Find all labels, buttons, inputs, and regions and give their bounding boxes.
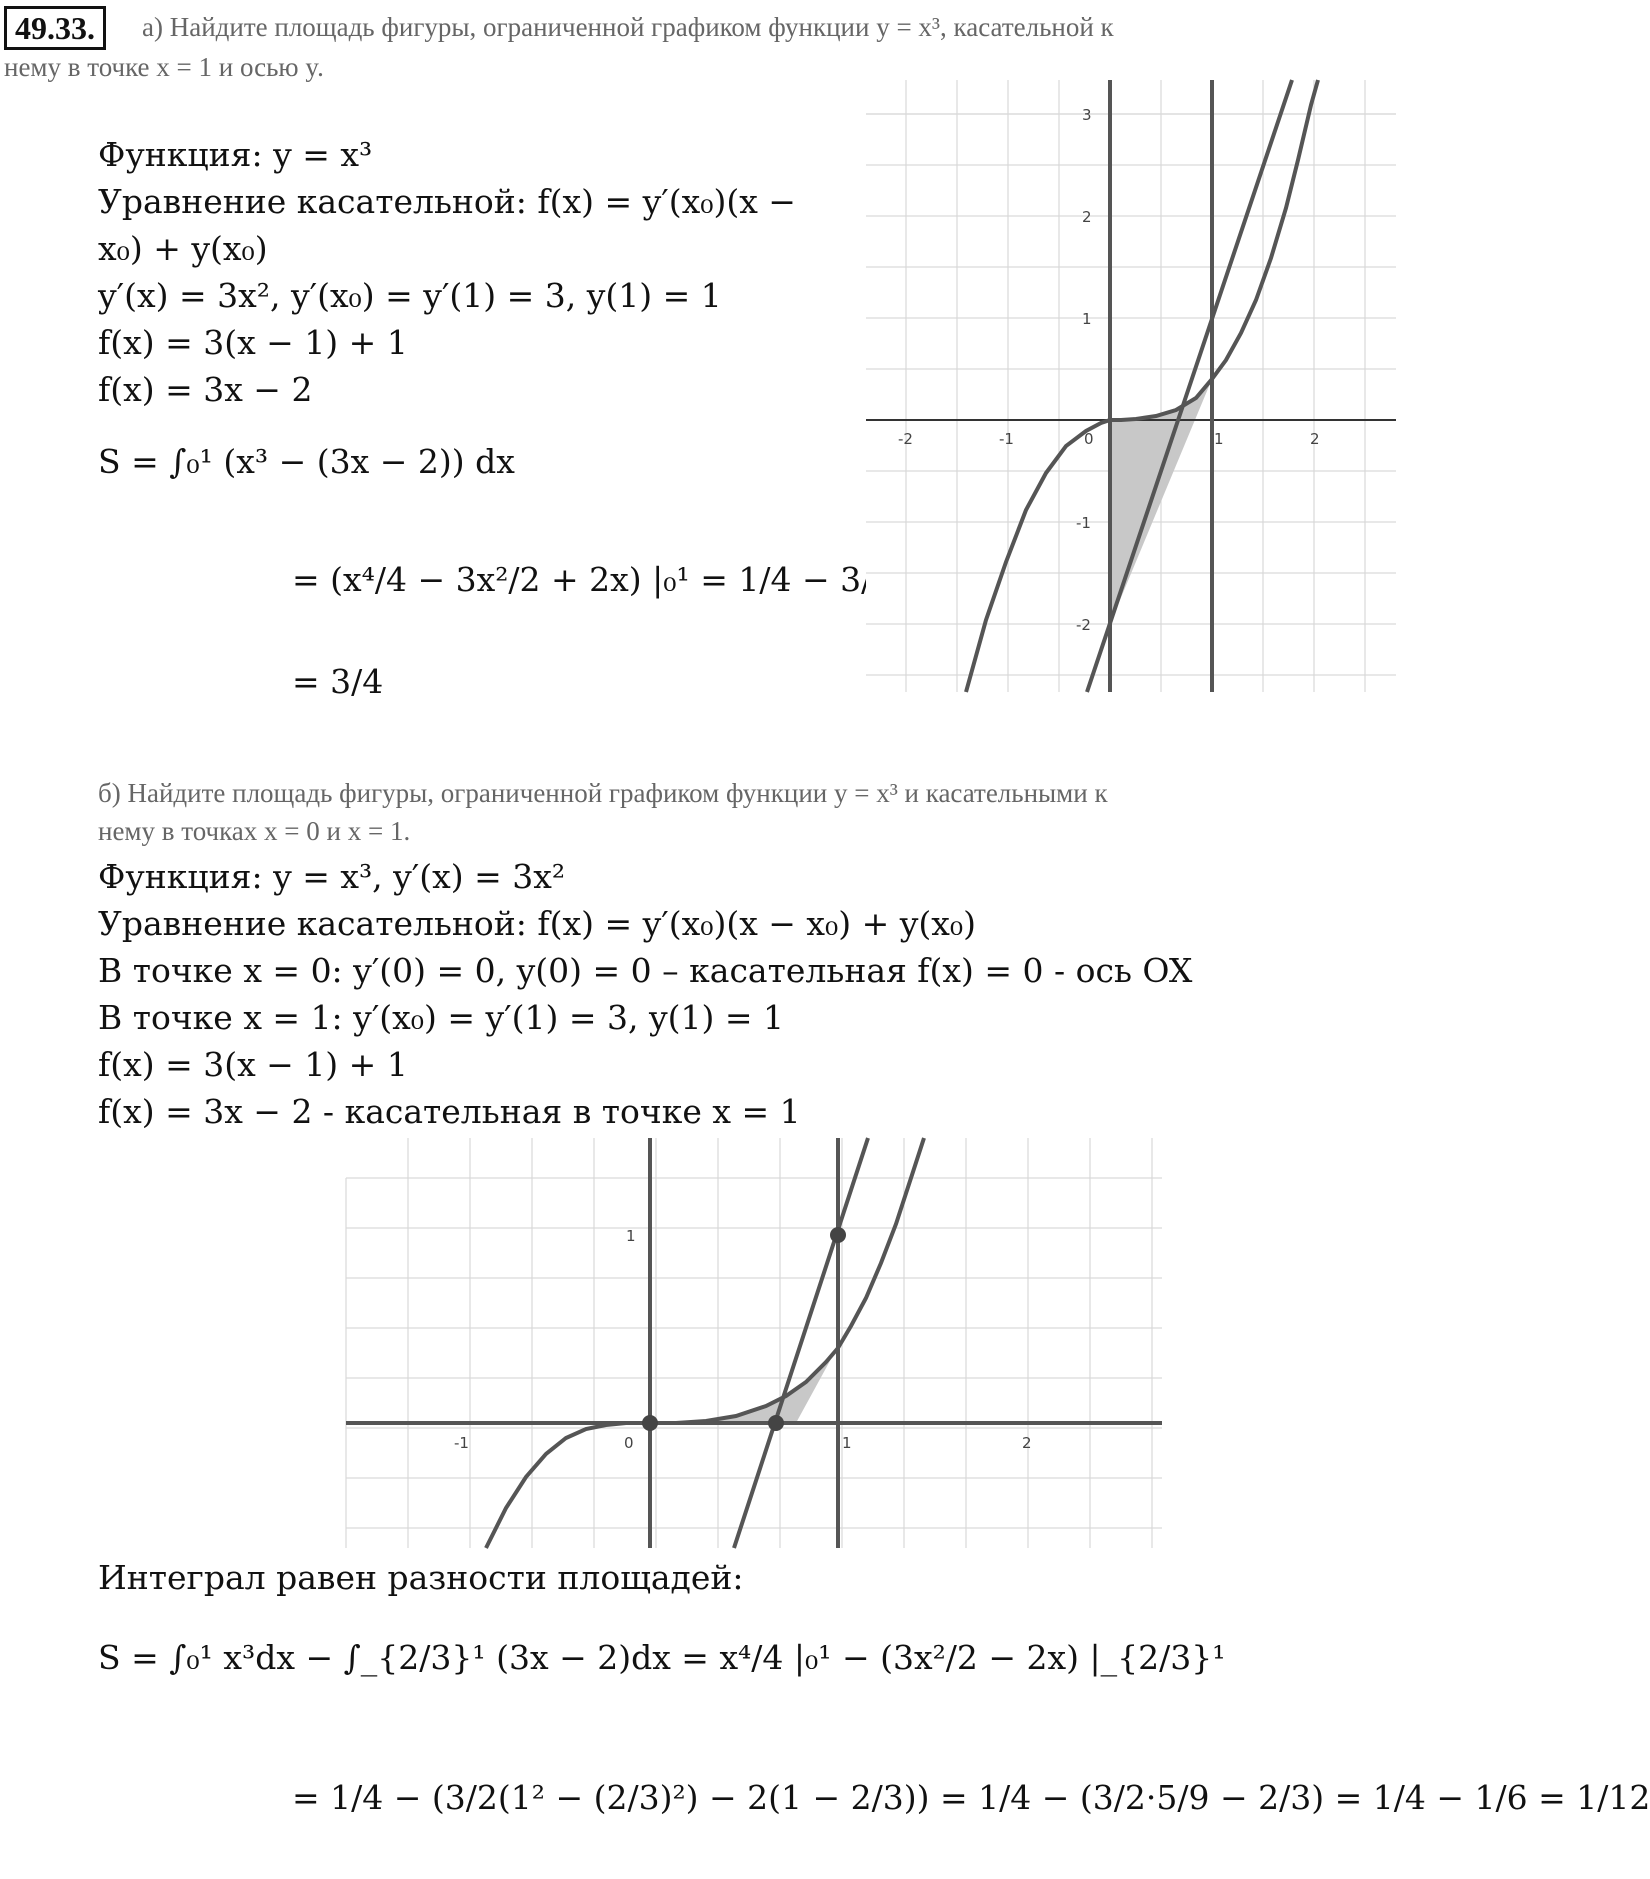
graph-b-xtick-2: 2 xyxy=(1022,1434,1032,1452)
graph-a-tangent-line xyxy=(1087,80,1292,692)
part-a-line-2: Уравнение касательной: f(x) = y′(x₀)(x − xyxy=(98,182,796,221)
part-b-line-1: Функция: y = x³, y′(x) = 3x² xyxy=(98,857,566,896)
part-b-line-3: В точке x = 0: y′(0) = 0, y(0) = 0 – касательная f(x) = 0 - ось OX xyxy=(98,951,1193,990)
graph-part-b xyxy=(346,1138,1162,1548)
part-a-line-4: y′(x) = 3x², y′(x₀) = y′(1) = 3, y(1) = 1 xyxy=(98,276,722,315)
part-b-line-4: В точке x = 1: y′(x₀) = y′(1) = 3, y(1) = 1 xyxy=(98,998,785,1037)
graph-b-point-origin xyxy=(642,1415,658,1431)
graph-b-xtick-neg1: -1 xyxy=(454,1434,469,1452)
part-a-statement-line-1: а) Найдите площадь фигуры, ограниченной графиком функции y = x³, касательной к xyxy=(142,12,1114,42)
part-b-statement-line-1: б) Найдите площадь фигуры, ограниченной графиком функции y = x³ и касательными к xyxy=(98,778,1108,808)
graph-a-ytick-2: 2 xyxy=(1082,208,1092,226)
graph-a-xtick-neg2: -2 xyxy=(898,430,913,448)
graph-a-xtick-2: 2 xyxy=(1310,430,1320,448)
part-b-integral-caption: Интеграл равен разности площадей: xyxy=(98,1558,744,1597)
part-a-line-3: x₀) + y(x₀) xyxy=(98,229,268,268)
graph-b-xtick-0: 0 xyxy=(624,1434,634,1452)
graph-a-ytick-3: 3 xyxy=(1082,106,1092,124)
graph-a-ytick-neg2: -2 xyxy=(1076,616,1091,634)
part-b-line-6: f(x) = 3x − 2 - касательная в точке x = 1 xyxy=(98,1092,801,1131)
part-a-antiderivative: = (x⁴/4 − 3x²/2 + 2x) |₀¹ = 1/4 − 3/2 + 2 xyxy=(292,560,963,599)
graph-a-ytick-neg1: -1 xyxy=(1076,514,1091,532)
part-a-statement-line-2: нему в точке x = 1 и осью y. xyxy=(4,52,324,82)
part-b-formula-1: S = ∫₀¹ x³dx − ∫_{2/3}¹ (3x − 2)dx = x⁴/4 |₀¹ − (3x²/2 − 2x) |_{2/3}¹ xyxy=(98,1638,1226,1677)
graph-b-point-one-one xyxy=(830,1227,846,1243)
graph-b-tangent-line xyxy=(734,1138,868,1548)
graph-a-xtick-1: 1 xyxy=(1214,430,1224,448)
part-b-statement-line-2: нему в точках x = 0 и x = 1. xyxy=(98,816,411,846)
part-b-formula-2: = 1/4 − (3/2(1² − (2/3)²) − 2(1 − 2/3)) = 1/4 − (3/2·5/9 − 2/3) = 1/4 − 1/6 = 1/12 xyxy=(292,1778,1650,1817)
graph-a-cubic-curve xyxy=(966,80,1318,692)
graph-a-ytick-1: 1 xyxy=(1082,310,1092,328)
graph-a-xtick-neg1: -1 xyxy=(999,430,1014,448)
graph-a-xtick-0: 0 xyxy=(1084,430,1094,448)
part-a-integral: S = ∫₀¹ (x³ − (3x − 2)) dx xyxy=(98,442,515,481)
part-b-line-2: Уравнение касательной: f(x) = y′(x₀)(x − x₀) + y(x₀) xyxy=(98,904,977,943)
graph-b-ytick-1: 1 xyxy=(626,1227,636,1245)
part-b-line-5: f(x) = 3(x − 1) + 1 xyxy=(98,1045,408,1084)
graph-b-point-two-thirds xyxy=(768,1415,784,1431)
problem-number: 49.33. xyxy=(4,6,106,50)
part-a-line-6: f(x) = 3x − 2 xyxy=(98,370,313,409)
graph-part-a xyxy=(866,80,1396,692)
graph-a-grid xyxy=(866,80,1396,692)
part-a-line-1: Функция: y = x³ xyxy=(98,135,373,174)
graph-b-cubic-curve xyxy=(486,1138,924,1548)
graph-b-xtick-1: 1 xyxy=(842,1434,852,1452)
part-a-line-5: f(x) = 3(x − 1) + 1 xyxy=(98,323,408,362)
part-a-result: = 3/4 xyxy=(292,662,384,701)
